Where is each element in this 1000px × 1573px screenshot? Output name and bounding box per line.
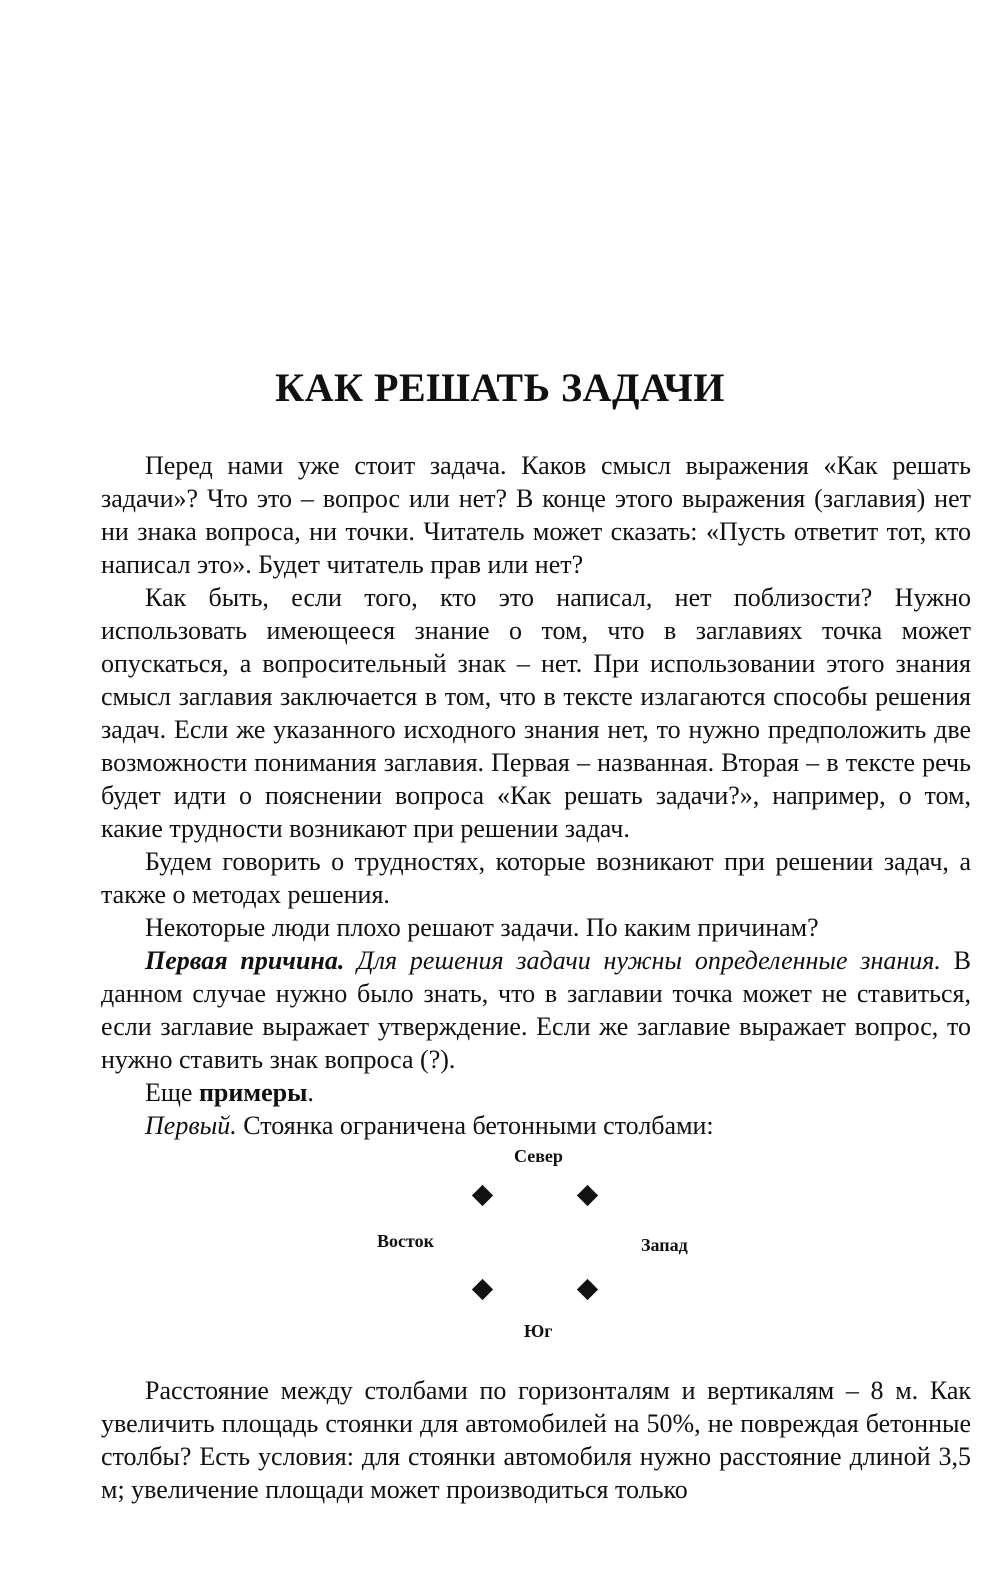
chapter-title: КАК РЕШАТЬ ЗАДАЧИ	[275, 365, 725, 410]
paragraph-4: Некоторые люди плохо решают задачи. По каким причинам?	[145, 913, 819, 942]
diamond-icon	[472, 1185, 493, 1206]
first-example-text: Стоянка ограничена бетонными столбами:	[243, 1111, 714, 1140]
paragraph-1: Перед нами уже стоит задача. Каков смысл выражения «Как решать задачи»? Что это – вопрос или нет? В конце этого выражения (заглавия) нет ни знака вопроса, ни точки. Читатель может сказать: «Пусть ответит тот, кто написал это». Будет читатель прав или нет?	[101, 451, 971, 579]
paragraph-5	[101, 944, 971, 1076]
paragraph-7	[101, 1109, 971, 1142]
body-text	[101, 449, 971, 1142]
diamond-icon	[472, 1279, 493, 1300]
paragraph-6	[101, 1076, 971, 1109]
diamond-icon	[577, 1279, 598, 1300]
first-reason-label: Первая причина.	[145, 946, 345, 975]
paragraph-8: Расстояние между столбами по горизонталям и вертикалям – 8 м. Как увеличить площадь стоянки для автомобилей на 50%, не повреждая бетонные столбы? Есть условия: для стоянки автомобиля нужно расстояние длиной 3,5 м; увеличение площади может производиться только	[101, 1376, 971, 1504]
paragraph-3: Будем говорить о трудностях, которые возникают при решении задач, а также о методах решения.	[101, 847, 971, 909]
label-south: Юг	[524, 1321, 553, 1341]
label-west: Запад	[641, 1235, 688, 1255]
paragraph-2: Как быть, если того, кто это написал, нет поблизости? Нужно использовать имеющееся знание о том, что в заглавиях точка может опускаться, а вопросительный знак – нет. При использовании этого знания смысл заглавия заключается в том, что в тексте излагаются способы решения задач. Если же указанного исходного знания нет, то нужно предположить две возможности понимания заглавия. Первая – названная. Вторая – в тексте речь будет идти о пояснении вопроса «Как решать задачи?», например, о том, какие трудности возникают при решении задач.	[101, 583, 971, 843]
body-text-continued	[101, 1374, 971, 1506]
first-reason-explanation: В данном случае нужно было знать, что в заглавии точка может не ставиться, если заглавие выражает утверждение. Если же заглавие выражает вопрос, то нужно ставить знак вопроса (?).	[101, 946, 972, 1074]
more-label: Еще	[145, 1078, 193, 1107]
diamond-icon	[577, 1185, 598, 1206]
first-reason-statement: Для решения задачи нужны определенные знания.	[357, 946, 941, 975]
examples-word: примеры	[198, 1078, 308, 1107]
label-east: Восток	[377, 1231, 434, 1251]
parking-diagram	[340, 1140, 700, 1350]
label-north: Север	[514, 1146, 563, 1166]
first-example-label: Первый.	[145, 1111, 237, 1140]
examples-period: .	[307, 1078, 314, 1107]
